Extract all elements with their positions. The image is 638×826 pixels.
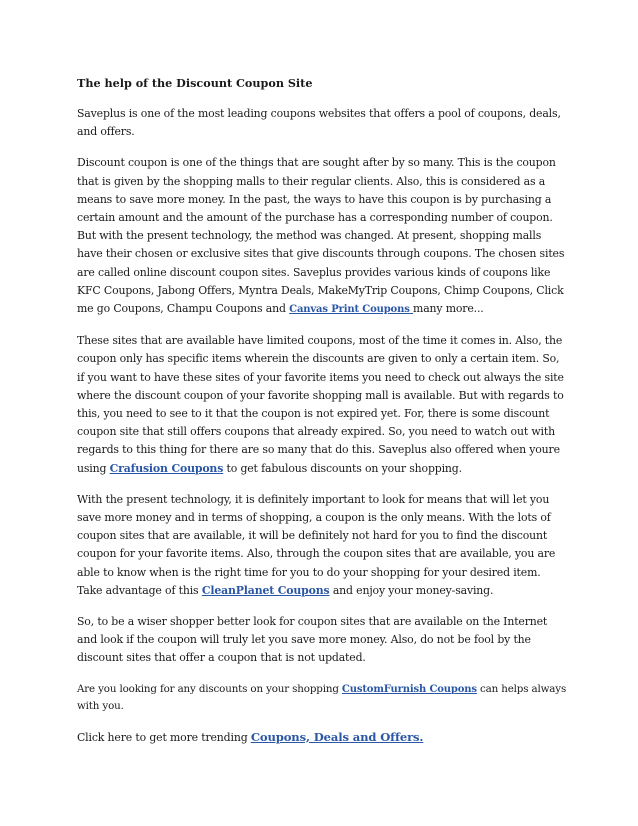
document-heading: The help of the Discount Coupon Site xyxy=(77,76,313,90)
coupons-deals-offers-link[interactable]: Coupons, Deals and Offers. xyxy=(250,729,424,744)
paragraph-text-after: can helps always with you. xyxy=(77,682,567,712)
paragraph-wiser-shopper: So, to be a wiser shopper better look for coupon sites that are available on the Internet and look if the coupon will truly let you save more money. Also, do not be fool by the discount sites that offer a coupon that is not updated. xyxy=(77,615,548,665)
paragraph-text: With the present technology, it is definitely important to look for means that will let you save more money and in terms of shopping, a coupon is the only means. With the lots of coupon sites that are available, it will be definitely not hard for you to find the discount coupon for your favorite items. Also, through the coupon sites that are available, you are able to know when is the right time for you to do your shopping for your desired item. Take advantage of this xyxy=(77,492,556,597)
paragraph-looking-for-discounts xyxy=(77,681,567,715)
paragraph-text: These sites that are available have limited coupons, most of the time it comes in. Also, the coupon only has specific items wherein the discounts are given to only a certain item. So, if you want to have these sites of your favorite items you need to check out always the site where the discount coupon of your favorite shopping mall is available. But with regards to this, you need to see to it that the coupon is not expired yet. For, there is some discount coupon site that still offers coupons that already expired. So, you need to watch out with regards to this thing for there are so many that do this. Saveplus also offered when youre using xyxy=(77,334,564,475)
crafusion-coupons-link[interactable]: Crafusion Coupons xyxy=(109,461,224,475)
paragraph-text: Click here to get more trending xyxy=(77,730,251,744)
paragraph-present-technology xyxy=(77,491,567,600)
paragraph-text: Discount coupon is one of the things that are sought after by so many. This is the coupon that is given by the shopping malls to their regular clients. Also, this is considered as a means to save more money. In the past, the ways to have this coupon is by purchasing a certain amount and the amount of the purchase has a corresponding number of coupon. But with the present technology, the method was changed. At present, shopping malls have their chosen or exclusive sites that give discounts through coupons. The chosen sites are called online discount coupon sites. Saveplus provides various kinds of coupons like KFC Coupons, Jabong Offers, Myntra Deals, MakeMyTrip Coupons, Chimp Coupons, Click me go Coupons, Champu Coupons and xyxy=(77,156,565,316)
paragraph-text-after: many more... xyxy=(413,302,484,316)
paragraph-text: Are you looking for any discounts on your shopping xyxy=(77,682,342,695)
paragraph-intro: Saveplus is one of the most leading coupons websites that offers a pool of coupons, deals, and offers. xyxy=(77,107,561,139)
document-page xyxy=(77,74,567,760)
canvas-print-coupons-link[interactable]: Canvas Print Coupons xyxy=(289,304,414,316)
cleanplanet-coupons-link[interactable]: CleanPlanet Coupons xyxy=(201,583,330,597)
customfurnish-coupons-link[interactable]: CustomFurnish Coupons xyxy=(341,683,477,695)
paragraph-discount-coupon xyxy=(77,154,567,319)
paragraph-click-here xyxy=(77,728,567,747)
paragraph-limited-coupons xyxy=(77,332,567,478)
paragraph-text-after: to get fabulous discounts on your shopping. xyxy=(223,461,462,475)
paragraph-text-after: and enjoy your money-saving. xyxy=(329,583,494,597)
